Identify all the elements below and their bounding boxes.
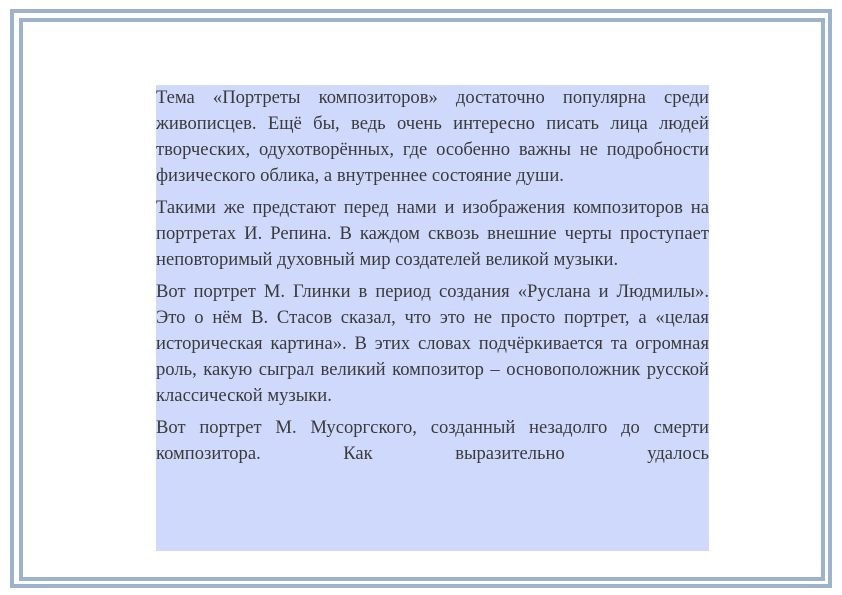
paragraph-4: Вот портрет М. Мусоргского, созданный незадолго до смерти композитора. Как выразительно удалось bbox=[156, 417, 709, 464]
paragraph-1: Тема «Портреты композиторов» достаточно популярна среди живописцев. Ещё бы, ведь очень интересно писать лица людей творческих, одухотворённых, где особенно важны не подробности физического облика, а внутреннее состояние души. bbox=[156, 87, 709, 186]
paragraph-2: Такими же предстают перед нами и изображения композиторов на портретах И. Репина. В каждом сквозь внешние черты проступает неповторимый духовный мир создателей великой музыки. bbox=[156, 197, 709, 270]
text-box bbox=[156, 85, 709, 551]
paragraph-3: Вот портрет М. Глинки в период создания «Руслана и Людмилы». Это о нём В. Стасов сказал, что это не просто портрет, а «целая историческая картина». В этих словах подчёркивается та огромная роль, какую сыграл великий композитор – основоположник русской классической музыки. bbox=[156, 281, 709, 406]
